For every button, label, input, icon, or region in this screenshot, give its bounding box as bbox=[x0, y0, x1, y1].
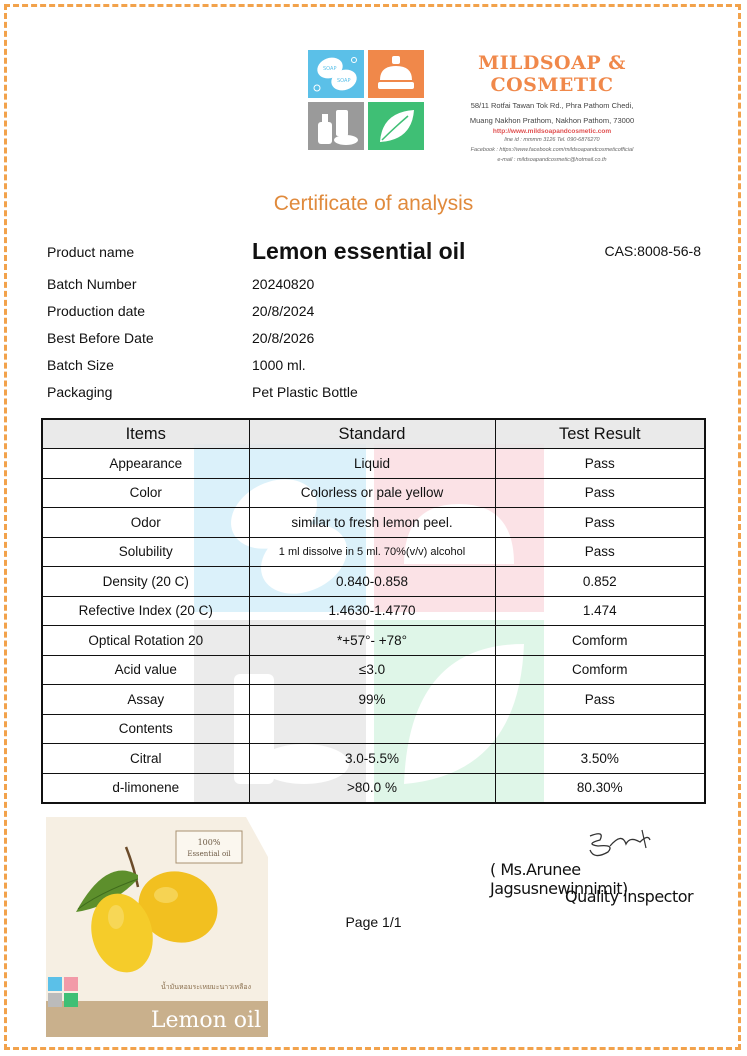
row-result: Pass bbox=[495, 449, 705, 479]
row-result: Pass bbox=[495, 537, 705, 567]
row-standard: similar to fresh lemon peel. bbox=[249, 508, 495, 538]
production-date-value: 20/8/2024 bbox=[252, 303, 315, 319]
product-name-label: Product name bbox=[47, 244, 135, 260]
row-item: Density (20 C) bbox=[42, 567, 249, 597]
batch-number-value: 20240820 bbox=[252, 276, 315, 292]
packaging-value: Pet Plastic Bottle bbox=[252, 384, 358, 400]
soap-tile bbox=[308, 50, 364, 98]
row-item: Optical Rotation 20 bbox=[42, 626, 249, 656]
row-item: d-limonene bbox=[42, 773, 249, 803]
table-row bbox=[42, 655, 705, 685]
lemon-oil-label: Lemon oil bbox=[150, 1008, 262, 1033]
row-result: 80.30% bbox=[495, 773, 705, 803]
company-info bbox=[432, 50, 672, 163]
row-result: 0.852 bbox=[495, 567, 705, 597]
table-row bbox=[42, 508, 705, 538]
inspector-name: ( Ms.Arunee Jagsusnewinnimit) bbox=[490, 860, 628, 898]
row-standard: *+57°- +78° bbox=[249, 626, 495, 656]
row-item: Odor bbox=[42, 508, 249, 538]
row-result: 3.50% bbox=[495, 744, 705, 774]
header-items: Items bbox=[42, 419, 249, 449]
row-item: Color bbox=[42, 478, 249, 508]
product-name-value: Lemon essential oil bbox=[252, 238, 466, 264]
empty-cell bbox=[495, 714, 705, 744]
batch-number-label: Batch Number bbox=[47, 276, 137, 292]
company-facebook: Facebook : https://www.facebook.com/mildsoapandcosmeticofficial bbox=[470, 147, 634, 153]
row-result: 1.474 bbox=[495, 596, 705, 626]
empty-cell bbox=[249, 714, 495, 744]
table-row bbox=[42, 744, 705, 774]
company-website: http://www.mildsoapandcosmetic.com bbox=[492, 128, 612, 135]
badge-line-2: Essential oil bbox=[187, 850, 231, 858]
row-result: Comform bbox=[495, 655, 705, 685]
document-title: Certificate of analysis bbox=[273, 192, 474, 215]
contents-header-row bbox=[42, 714, 705, 744]
row-standard: >80.0 % bbox=[249, 773, 495, 803]
row-item: Solubility bbox=[42, 537, 249, 567]
table-row bbox=[42, 567, 705, 597]
row-standard: 99% bbox=[249, 685, 495, 715]
table-row bbox=[42, 478, 705, 508]
row-item: Appearance bbox=[42, 449, 249, 479]
table-row bbox=[42, 537, 705, 567]
production-date-label: Production date bbox=[47, 303, 146, 319]
row-standard: Colorless or pale yellow bbox=[249, 478, 495, 508]
cosmetic-bottle-tile bbox=[368, 50, 424, 98]
row-item: Refective Index (20 C) bbox=[42, 596, 249, 626]
row-standard: 1.4630-1.4770 bbox=[249, 596, 495, 626]
row-item: Acid value bbox=[42, 655, 249, 685]
row-item: Assay bbox=[42, 685, 249, 715]
analysis-table-wrap bbox=[41, 418, 704, 804]
header-standard: Standard bbox=[249, 419, 495, 449]
contents-label: Contents bbox=[42, 714, 249, 744]
table-row bbox=[42, 596, 705, 626]
row-result: Comform bbox=[495, 626, 705, 656]
logo-soap-text: SOAP bbox=[323, 66, 337, 72]
row-standard: ≤3.0 bbox=[249, 655, 495, 685]
table-row bbox=[42, 626, 705, 656]
row-standard: 1 ml dissolve in 5 ml. 70%(v/v) alcohol bbox=[249, 537, 495, 567]
company-address-1: 58/11 Rotfai Tawan Tok Rd., Phra Pathom Chedi, bbox=[470, 101, 634, 110]
page-number: Page 1/1 bbox=[345, 914, 402, 930]
logo-soap-text-2: SOAP bbox=[337, 78, 351, 84]
company-line-id: line id : mmmm 3126 Tel. 090-6876270 bbox=[504, 137, 600, 143]
table-row bbox=[42, 685, 705, 715]
analysis-table bbox=[41, 418, 706, 804]
company-address-2: Muang Nakhon Prathom, Nakhon Pathom, 73000 bbox=[469, 116, 635, 125]
company-email: e-mail : mildsoapandcosmetic@hotmail.co.th bbox=[497, 157, 607, 163]
thai-product-text: น้ำมันหอมระเหยมะนาวเหลือง bbox=[160, 983, 252, 991]
inspector-title: Quality inspector bbox=[565, 887, 694, 906]
badge-line-1: 100% bbox=[197, 838, 221, 847]
company-name: MILDSOAP & COSMETIC bbox=[478, 52, 626, 96]
row-result: Pass bbox=[495, 685, 705, 715]
company-logo bbox=[308, 50, 424, 150]
table-row bbox=[42, 773, 705, 803]
table-row bbox=[42, 449, 705, 479]
batch-size-label: Batch Size bbox=[47, 357, 114, 373]
row-standard: Liquid bbox=[249, 449, 495, 479]
row-standard: 0.840-0.858 bbox=[249, 567, 495, 597]
header-test-result: Test Result bbox=[495, 419, 705, 449]
packaging-label: Packaging bbox=[47, 384, 113, 400]
bottles-tile bbox=[308, 102, 364, 150]
row-result: Pass bbox=[495, 478, 705, 508]
row-standard: 3.0-5.5% bbox=[249, 744, 495, 774]
row-result: Pass bbox=[495, 508, 705, 538]
table-header-row bbox=[42, 419, 705, 449]
best-before-label: Best Before Date bbox=[47, 330, 154, 346]
row-item: Citral bbox=[42, 744, 249, 774]
cas-number: CAS:8008-56-8 bbox=[604, 243, 701, 259]
leaf-tile bbox=[368, 102, 424, 150]
best-before-value: 20/8/2026 bbox=[252, 330, 315, 346]
batch-size-value: 1000 ml. bbox=[252, 357, 306, 373]
